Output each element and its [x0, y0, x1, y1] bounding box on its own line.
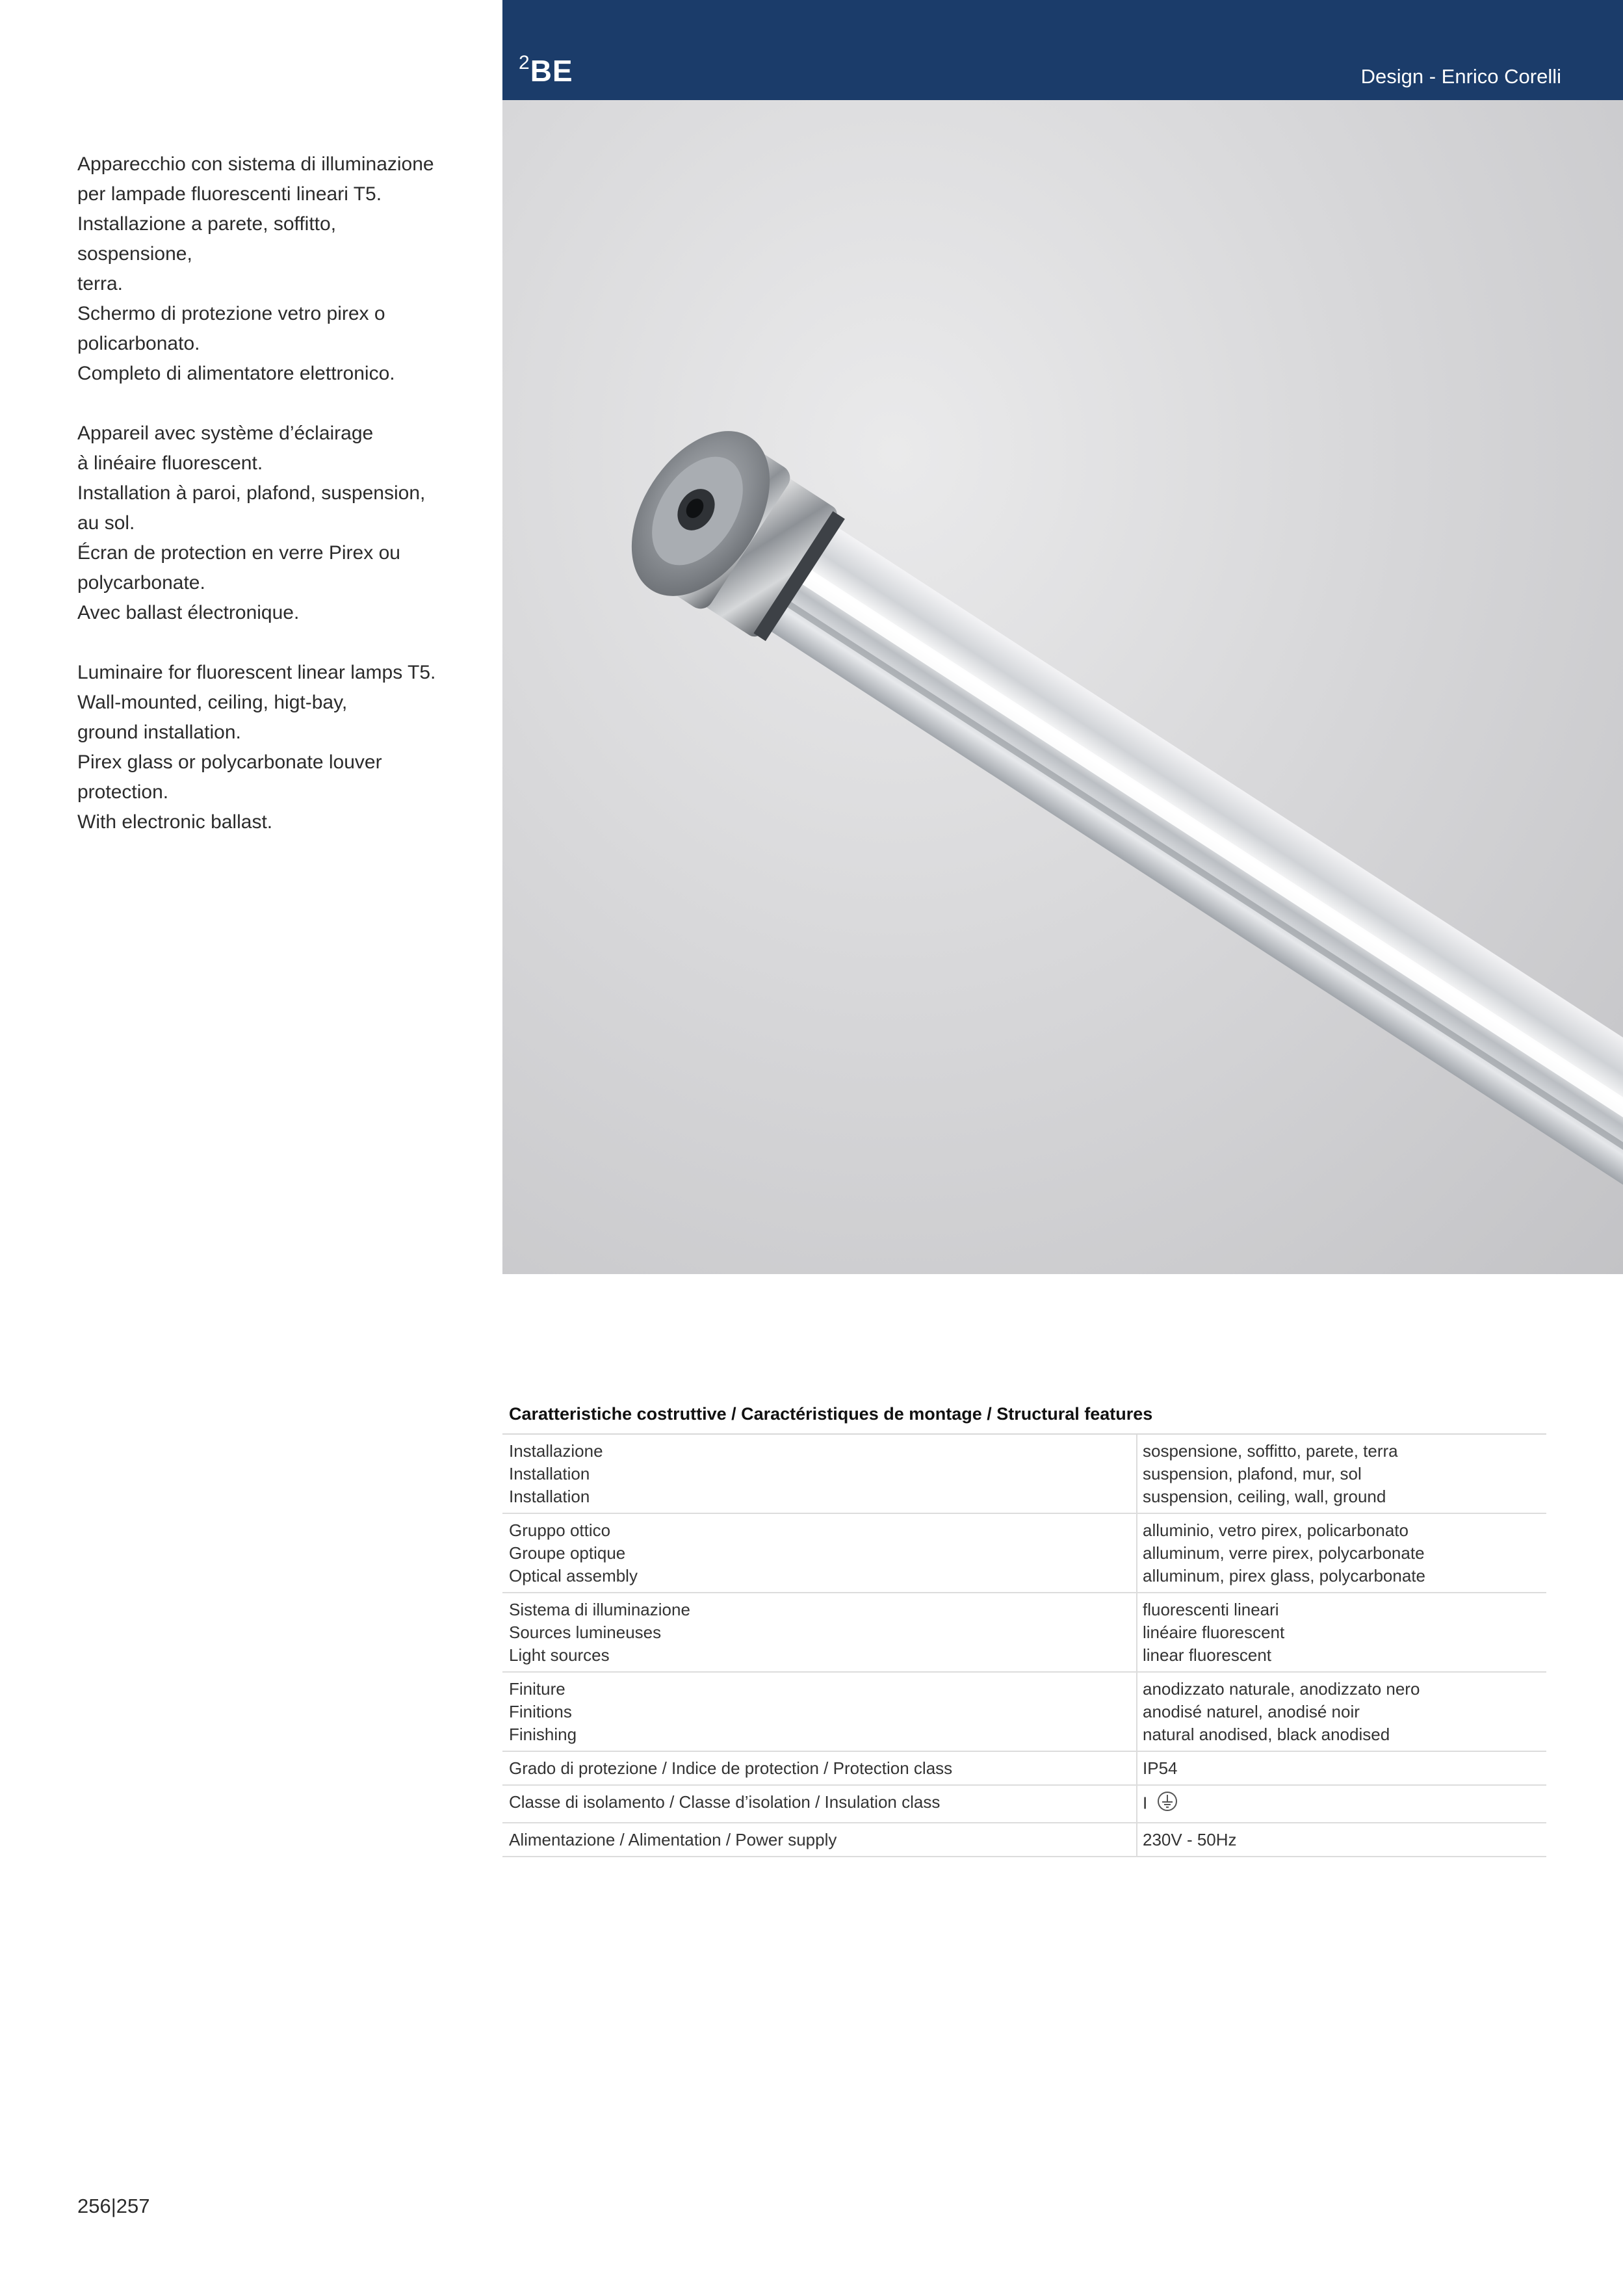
label-line: Sources lumineuses — [509, 1623, 662, 1642]
table-row — [502, 1435, 1546, 1513]
value-line: anodisé naturel, anodisé noir — [1143, 1702, 1360, 1721]
label-line: Finishing — [509, 1725, 577, 1744]
page-number: 256|257 — [77, 2195, 150, 2217]
label-line: Groupe optique — [509, 1543, 626, 1563]
value-line: natural anodised, black anodised — [1143, 1725, 1390, 1744]
value-line: linéaire fluorescent — [1143, 1623, 1285, 1642]
row-label — [502, 1593, 1137, 1672]
label-line: Light sources — [509, 1645, 610, 1665]
row-value — [1137, 1672, 1546, 1751]
header-bar — [502, 0, 1623, 100]
description-italian: Apparecchio con sistema di illuminazione per lampade fluorescenti lineari T5. Installazione a parete, soffitto, sospensione, terra. Schermo di protezione vetro pirex o policarbonato. Completo di alimentatore elettronico. — [77, 153, 434, 384]
value-line: sospensione, soffitto, parete, terra — [1143, 1441, 1398, 1461]
features-table — [502, 1435, 1546, 1857]
table-row — [502, 1823, 1546, 1857]
table-row — [502, 1672, 1546, 1751]
row-label: Grado di protezione / Indice de protection / Protection class — [502, 1751, 1137, 1785]
table-row — [502, 1785, 1546, 1823]
fluorescent-tube-illustration — [502, 100, 1623, 1274]
insulation-class-value: I — [1143, 1793, 1148, 1813]
product-code-main: BE — [530, 54, 573, 88]
table-row — [502, 1593, 1546, 1672]
value-line: suspension, plafond, mur, sol — [1143, 1464, 1362, 1483]
features-title: Caratteristiche costruttive / Caractéristiques de montage / Structural features — [502, 1404, 1546, 1435]
value-line: alluminio, vetro pirex, policarbonato — [1143, 1520, 1409, 1540]
label-line: Sistema di illuminazione — [509, 1600, 690, 1619]
structural-features — [502, 1404, 1546, 1857]
product-description — [77, 150, 454, 867]
row-label: Alimentazione / Alimentation / Power supply — [502, 1823, 1137, 1857]
row-value — [1137, 1785, 1546, 1823]
product-code-superscript: 2 — [519, 52, 530, 73]
label-line: Optical assembly — [509, 1566, 638, 1585]
label-line: Gruppo ottico — [509, 1520, 611, 1540]
table-row — [502, 1751, 1546, 1785]
label-line: Installation — [509, 1464, 590, 1483]
ground-symbol-icon — [1157, 1791, 1178, 1818]
value-line: suspension, ceiling, wall, ground — [1143, 1487, 1386, 1506]
value-line: alluminum, pirex glass, polycarbonate — [1143, 1566, 1425, 1585]
row-value — [1137, 1435, 1546, 1513]
value-line: fluorescenti lineari — [1143, 1600, 1279, 1619]
value-line: linear fluorescent — [1143, 1645, 1271, 1665]
description-english: Luminaire for fluorescent linear lamps T5. Wall-mounted, ceiling, higt-bay, ground installation. Pirex glass or polycarbonate louver protection. With electronic ballast. — [77, 662, 436, 833]
designer-credit: Design - Enrico Corelli — [1360, 65, 1561, 88]
label-line: Finitions — [509, 1702, 572, 1721]
product-code — [519, 53, 573, 88]
row-value: 230V - 50Hz — [1137, 1823, 1546, 1857]
value-line: alluminum, verre pirex, polycarbonate — [1143, 1543, 1425, 1563]
row-label — [502, 1513, 1137, 1593]
row-label — [502, 1435, 1137, 1513]
row-label — [502, 1672, 1137, 1751]
label-line: Installazione — [509, 1441, 603, 1461]
table-row — [502, 1513, 1546, 1593]
label-line: Finiture — [509, 1679, 565, 1699]
value-line: anodizzato naturale, anodizzato nero — [1143, 1679, 1420, 1699]
product-photo — [502, 100, 1623, 1274]
row-label: Classe di isolamento / Classe d’isolation / Insulation class — [502, 1785, 1137, 1823]
description-french: Appareil avec système d’éclairage à linéaire fluorescent. Installation à paroi, plafond, suspension, au sol. Écran de protection en verre Pirex ou polycarbonate. Avec ballast électronique. — [77, 423, 426, 623]
row-value — [1137, 1513, 1546, 1593]
row-value: IP54 — [1137, 1751, 1546, 1785]
row-value — [1137, 1593, 1546, 1672]
label-line: Installation — [509, 1487, 590, 1506]
